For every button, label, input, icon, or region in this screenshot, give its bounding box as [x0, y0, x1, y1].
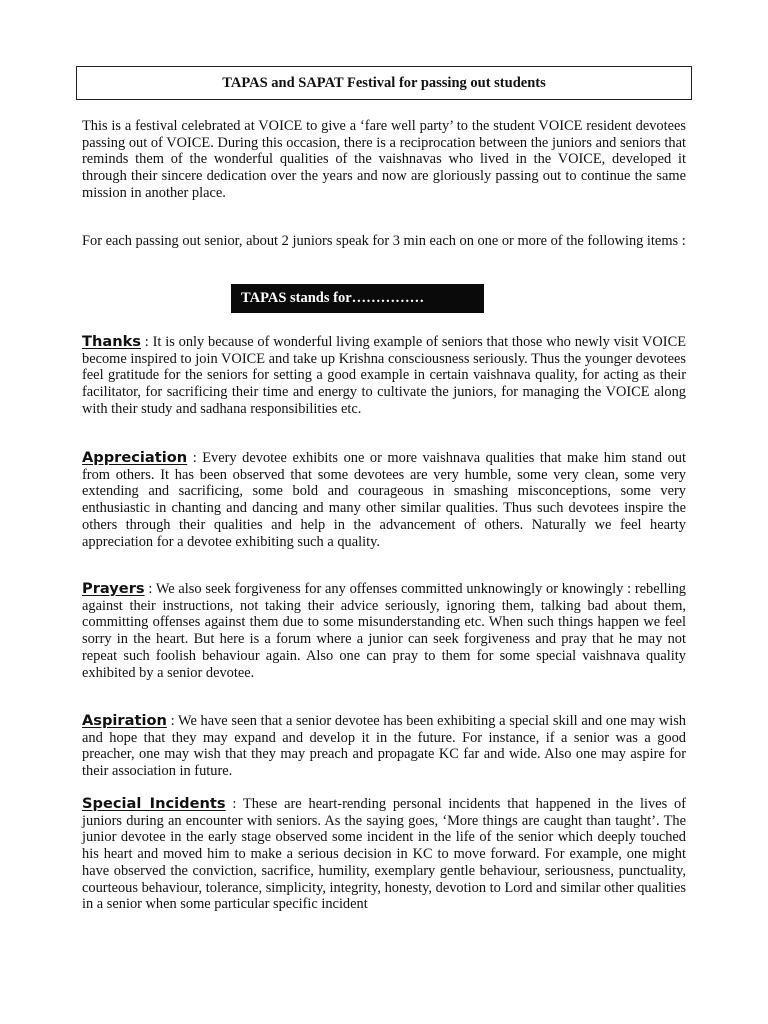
section-text-thanks: : It is only because of wonderful living example of seniors that those who newly visit VOICE become inspired to join VOICE and take up Krishna consciousness seriously. Thus the younger devotees feel gratitude for the seniors for setting a good example in certain vaishnava quality, for acting as their facilitator, for sacrificing their time and energy to cultivate the juniors, for managing the VOICE along with their study and sadhana responsibilities etc.	[82, 334, 686, 417]
instruction-paragraph: For each passing out senior, about 2 juniors speak for 3 min each on one or more of the following items :	[82, 233, 686, 249]
section-text-special-incidents: : These are heart-rending personal incidents that happened in the lives of juniors during an encounter with seniors. As the saying goes, ‘More things are caught than taught’. The junior devotee in the early stage observed some incident in the life of the senior which deeply touched his heart and moved him to make a serious decision in KC to move forward. For example, one might have observed the conviction, sacrifice, humility, exemplary gentle behaviour, seriousness, punctuality, courteous behaviour, tolerance, simplicity, integrity, honesty, devotion to Lord and similar other qualities in a senior when some particular specific incident	[82, 796, 687, 913]
section-aspiration	[82, 713, 686, 780]
section-heading-appreciation: Appreciation	[82, 449, 188, 466]
tapas-banner: TAPAS stands for……………	[231, 284, 484, 313]
section-text-appreciation: : Every devotee exhibits one or more vaishnava qualities that make him stand out from others. It has been observed that some devotees are very humble, some very clean, some very extending and sacrificing, some bold and courageous in smashing misconceptions, some very enthusiastic in chanting and dancing and many other similar qualities. Thus such devotees inspire the others through their qualities and help in the advancement of others. Naturally we feel hearty appreciation for a devotee exhibiting such a quality.	[82, 450, 686, 550]
section-heading-thanks: Thanks	[82, 333, 141, 350]
section-text-aspiration: : We have seen that a senior devotee has been exhibiting a special skill and one may wish and hope that they may expand and develop it in the future. For instance, if a senior was a good preacher, one may wish that they may preach and propagate KC far and wide. Also one may aspire for their association in future.	[82, 713, 686, 780]
section-thanks	[82, 334, 686, 418]
section-appreciation	[82, 450, 686, 550]
section-heading-aspiration: Aspiration	[82, 712, 167, 729]
section-text-prayers: : We also seek forgiveness for any offenses committed unknowingly or knowingly : rebelling against their instructions, not taking their advice seriously, ignoring them, talking bad about them, committing offenses against them due to some misunderstanding etc. When such things happen we feel sorry in the heart. But here is a forum where a junior can seek forgiveness and pray that he may not repeat such foolish behaviour again. Also one can pray to them for some special vaishnava quality exhibited by a senior devotee.	[82, 581, 686, 681]
section-special-incidents	[82, 796, 686, 913]
intro-paragraph: This is a festival celebrated at VOICE to give a ‘fare well party’ to the student VOICE resident devotees passing out of VOICE. During this occasion, there is a reciprocation between the juniors and seniors that reminds them of the wonderful qualities of the vaishnavas who lived in the VOICE, developed it through their sincere dedication over the years and now are gloriously passing out to continue the same mission in another place.	[82, 118, 686, 201]
section-heading-special-incidents: Special Incidents	[82, 795, 226, 812]
page-title: TAPAS and SAPAT Festival for passing out students	[76, 66, 692, 100]
section-heading-prayers: Prayers	[82, 580, 145, 597]
section-prayers	[82, 581, 686, 681]
